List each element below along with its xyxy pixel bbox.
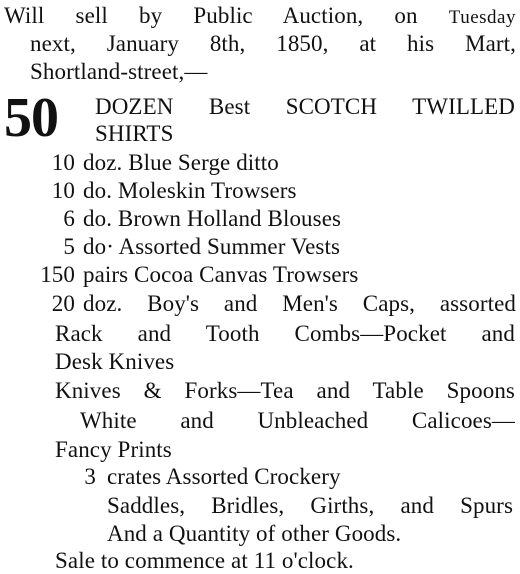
item-text: doz. Boy's and Men's Caps, assorted — [83, 291, 516, 316]
item-text: doz. Blue Serge ditto — [83, 150, 279, 175]
intro-text: Will sell by Public Auction, on — [4, 3, 449, 28]
intro-line-2: next, January 8th, 1850, at his Mart, — [30, 31, 516, 56]
headline-line-1: DOZEN Best SCOTCH TWILLED — [95, 94, 515, 119]
item-qty: 6 — [63, 206, 75, 231]
item-qty: 10 — [51, 178, 75, 203]
item-text: do. Moleskin Trowsers — [83, 178, 297, 203]
saddles-line: Saddles, Bridles, Girths, and Spurs — [107, 493, 513, 518]
item-text: do· Assorted Summer Vests — [83, 234, 340, 259]
item-qty: 5 — [63, 234, 75, 259]
item-qty: 10 — [51, 150, 75, 175]
knives-line: Knives & Forks—Tea and Table Spoons — [55, 378, 515, 403]
crockery-text: crates Assorted Crockery — [107, 464, 341, 489]
intro-line-3: Shortland-street,— — [30, 59, 208, 84]
crockery-qty: 3 — [84, 464, 96, 489]
item-text: pairs Cocoa Canvas Trowsers — [83, 262, 359, 287]
combs-line-2: Desk Knives — [55, 349, 175, 374]
intro-line-1 — [4, 2, 516, 31]
headline-number: 50 — [4, 87, 58, 149]
day-name: Tuesday — [448, 7, 516, 28]
item-qty: 20 — [51, 291, 75, 316]
quantity-line: And a Quantity of other Goods. — [107, 521, 402, 546]
item-text: do. Brown Holland Blouses — [83, 206, 342, 231]
sale-time-line: Sale to commence at 11 o'clock. — [55, 548, 354, 573]
calicoes-line-1: White and Unbleached Calicoes— — [80, 408, 515, 433]
calicoes-line-2: Fancy Prints — [55, 437, 172, 462]
headline-line-2: SHIRTS — [95, 121, 174, 146]
item-qty: 150 — [40, 262, 75, 287]
combs-line-1: Rack and Tooth Combs—Pocket and — [55, 321, 515, 346]
